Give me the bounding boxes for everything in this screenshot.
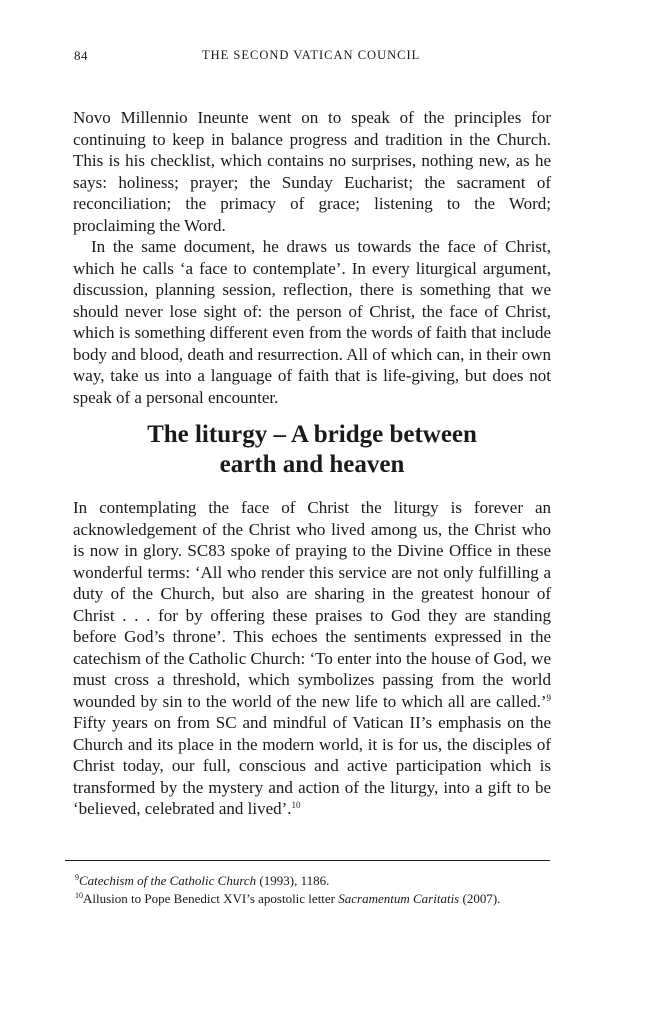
running-head: [74, 48, 552, 68]
footnote-number: 9: [75, 873, 79, 882]
text-block-before-heading: [73, 107, 551, 408]
page-number: 84: [74, 48, 88, 63]
paragraph: In the same document, he draws us towards the face of Christ, which he calls ‘a face to contemplate’. In every liturgical argument, discussion, planning session, reflection, there is something that we should never lose sight of: the person of Christ, the face of Christ, which is something different even from the words of faith that include body and blood, death and resurrection. All of which can, in their own way, take us into a language of faith that is life-giving, but does not speak of a personal encounter.: [73, 237, 551, 407]
paragraph-text: In contemplating the face of Christ the liturgy is forever an acknowledgement of the Christ who lived among us, the Christ who is now in glory. SC83 spoke of praying to the Divine Office in these wonderful terms: ‘All who render this service are not only fulfilling a duty of the Church, but also are sharing in the greatest honour of Christ . . . for by offering these praises to God they are standing before God’s throne’. This echoes the sentiments expressed in the catechism of the Catholic Church: ‘To enter into the house of God, we must cross a threshold, which symbolizes passing from the world wounded by sin to the world of the new life to which all are called.’: [73, 498, 551, 711]
footnote-text: Allusion to Pope Benedict XVI’s apostolic letter: [83, 890, 339, 906]
footnote-title: Sacramentum Caritatis: [338, 890, 460, 906]
footnote-title: Catechism of the Catholic Church: [79, 873, 257, 888]
footnote-number: 10: [75, 890, 83, 900]
section-heading: [73, 420, 551, 480]
footnote-text: (2007).: [459, 890, 501, 906]
section-heading-line: The liturgy – A bridge between: [147, 421, 477, 448]
paragraph: Novo Millennio Ineunte went on to speak of the principles for continuing to keep in balance progress and tradition in the Church. This is his checklist, which contains no surprises, nothing new, as he says: holiness; prayer; the Sunday Eucharist; the sacrament of reconciliation; the primacy of grace; listening to the Word; proclaiming the Word.: [73, 108, 551, 235]
footnote-text: (1993), 1186.: [256, 873, 330, 888]
running-title: THE SECOND VATICAN COUNCIL: [202, 48, 421, 62]
footnotes: [75, 872, 553, 907]
footnote-divider: [65, 860, 550, 861]
footnote-reference[interactable]: 10: [291, 800, 301, 810]
text-block-after-heading: [73, 497, 551, 820]
paragraph: [73, 497, 551, 820]
footnote-reference[interactable]: 9: [546, 692, 551, 703]
footnote: [75, 872, 553, 890]
paragraph-text: Fifty years on from SC and mindful of Vatican II’s emphasis on the Church and its place in the modern world, it is for us, the disciples of Christ today, our full, conscious and active participation which is transformed by the mystery and action of the liturgy, into a gift to be ‘believed, celebrated and lived’.: [73, 713, 551, 818]
section-heading-line: earth and heaven: [219, 451, 405, 478]
footnote: [75, 890, 553, 908]
